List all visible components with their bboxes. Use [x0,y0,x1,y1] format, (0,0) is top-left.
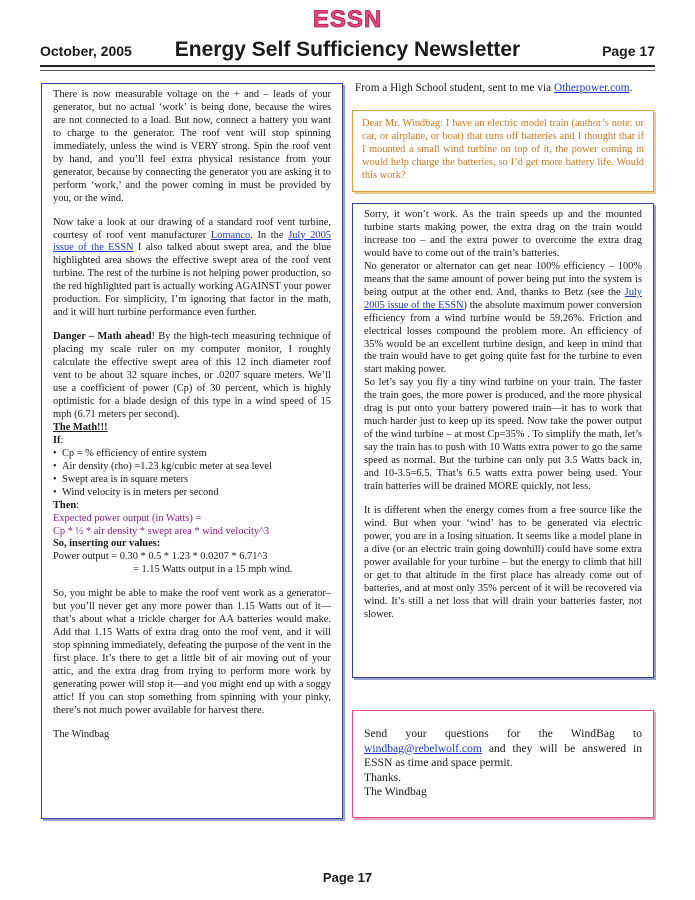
issue-date: October, 2005 [40,43,132,59]
header-page-number: Page 17 [602,43,655,59]
answer-paragraph-2: No generator or alternator can get near 100% efficiency – 100% means that the same amount of power being put into the system is being output at the other end. And, thanks to Betz (see the July 2005 issue of the ESSN) the absolute maximum power conversion efficiency from a wind turbine would be 59.26%. Friction and electrical losses compound the problem more. An efficiency of 35% would be an excellent turbine design, and keep in mind that the train would have to get going quite fast for the turbine to even start making power. [364,260,643,376]
answer-paragraph-3: So let’s say you fly a tiny wind turbine on your train. The faster the train goes, the more power is produced, and the more physical drag is put onto your battery powered train—it has to work that much harder just to keep up its speed. Now take the power output of the wind turbine – at most Cp=35% . To simplify the math, let’s say the train has to push with 10 Watts extra power to go the same speed as normal. But the turbine can only put 3.5 Watts back in, and 10-3.5=6.5. That’s 6.5 watts extra power being used. Your train batteries will be drained MORE quickly, not less. [364,377,642,493]
footer-page-number: Page 17 [322,870,373,885]
paragraph-conclusion: So, you might be able to make the roof vent work as a generator– but you’ll never get any more power than 1.15 Watts out of it—that’s about what a trickle charger for AA batteries would make. Add that 1.15 Watts of extra drag onto the roof vent, and it will stop spinning immediately, defeating the purpose of the vent in the first place. It’s there to get a little bit of air moving out of your attic, and the extra drag from trying to perform more work by generating power will stop it—and you might end up with a soggy attic! If you can stop something from spinning with your pinky, there’s not much power available for harvest there. [53,588,331,716]
answer-box [352,203,654,678]
essn-logo: ESSN [312,6,383,33]
letter-intro: From a High School student, sent to me via Otherpower.com. [355,82,633,94]
submit-questions-box [352,710,654,818]
header-rule-thin [40,70,655,71]
math-heading: The Math!!! [53,421,108,433]
header-rule [40,65,655,67]
july-2005-issue-link-2[interactable]: July 2005 issue of the ESSN [364,286,642,311]
windbag-email-link[interactable]: windbag@rebelwolf.com [364,741,482,755]
paragraph-roof-vent-drawing: Now take a look at our drawing of a standard roof vent turbine, courtesy of roof vent manufacturer Lomanco. In the July 2005 issue of the ESSN I also talked about swept area, and the blue highlighted area shows the effective swept area of the roof vent turbine. The rest of the turbine is not helping power production, so the red highlighted part is actually working AGAINST your power production. For simplicity, I’m ignoring that factor in the math, and it will hurt turbine performance even further. [53,216,331,319]
paragraph-danger-math: Danger – Math ahead! By the high-tech measuring technique of placing my scale ruler on my computer monitor, I roughly calculate the effective swept area of this 12 inch diameter roof vent to be about 32 square inches, or .0207 square meters. We’ll use a coefficient of power (Cp) of 30 percent, which is highly optimistic for a blade design of this type in a wind speed of 15 mph (6.71 meters per second). [53,331,332,420]
if-list [53,448,331,500]
formula-line-2: Cp * ½ * air density * swept area * wind velocity^3 [53,525,270,537]
submit-questions-text: Send your questions for the WindBag to windbag@rebelwolf.com and they will be answered in ESSN as time and space permit. [364,727,642,769]
list-item: • Cp = % efficiency of entire system [53,448,331,461]
if-label: If: [53,434,64,446]
formula-line-1: Expected power output (in Watts) = [53,512,202,524]
calculation-line-2: = 1.15 Watts output in a 15 mph wind. [133,564,293,576]
lomanco-link[interactable]: Lomanco [210,229,251,241]
then-label: Then: [53,499,79,511]
list-item: • Wind velocity is in meters per second [53,487,331,500]
inserting-values-label: So, inserting our values: [53,538,161,550]
right-signoff: The Windbag [364,785,427,798]
left-article-box [41,83,343,819]
calculation-line-1: Power output = 0.30 * 0.5 * 1.23 * 0.0207 * 6.71^3 [53,551,268,563]
july-2005-issue-link[interactable]: July 2005 issue of the ESSN [53,229,331,254]
answer-paragraph-4: It is different when the energy comes from a free source like the wind. But when your ‘wind’ has to be generated via electric power, you are in a losing situation. It seems like a model plane in a dive (or an electric train going downhill) could have some extra power available for your turbine – but the energy to climb that hill or get to that altitude in the first place has already come out of batteries, and at most only 35% percent of it will be recovered via wind. It’s still a net loss that will drain your batteries faster, not slower. [364,504,642,620]
list-item: • Air density (rho) =1.23 kg/cubic meter at sea level [53,461,331,474]
reader-question: Dear Mr. Windbag: I have an electric model train (author’s note: or car, or airplane, or boat) that runs off batteries and I thought that if I mounted a small wind turbine on top of it, the power coming in would help charge the batteries, so I’d get more battery life. Would this work? [362,118,644,181]
paragraph-connect-battery: There is now measurable voltage on the + and – leads of your generator, but no actual ‘work’ is being done, because the wires are not connected to a load. But now, connect a battery you want to charge to the generator. The roof vent will stop spinning immediately, unless the wind is VERY strong. Spin the roof vent by hand, and you’ll feel extra physical resistance from your generator, because by connecting the generator you are asking it to perform ‘work,’ and the power coming in must be provided by you, or the wind. [53,89,331,204]
list-item: • Swept area is in square meters [53,474,331,487]
left-signoff: The Windbag [53,728,110,740]
reader-question-box [352,110,654,192]
thanks-text: Thanks. [364,770,402,784]
otherpower-link[interactable]: Otherpower.com [553,82,630,94]
answer-paragraph-1: Sorry, it won’t work. As the train speeds up and the mounted turbine starts making power, the extra drag on the train would increase too – and the extra power to overcome the extra drag would have to come out of the train’s batteries. [364,209,642,259]
danger-heading: Danger – Math ahead [53,331,152,343]
newsletter-title: Energy Self Sufficiency Newsletter [174,38,521,61]
